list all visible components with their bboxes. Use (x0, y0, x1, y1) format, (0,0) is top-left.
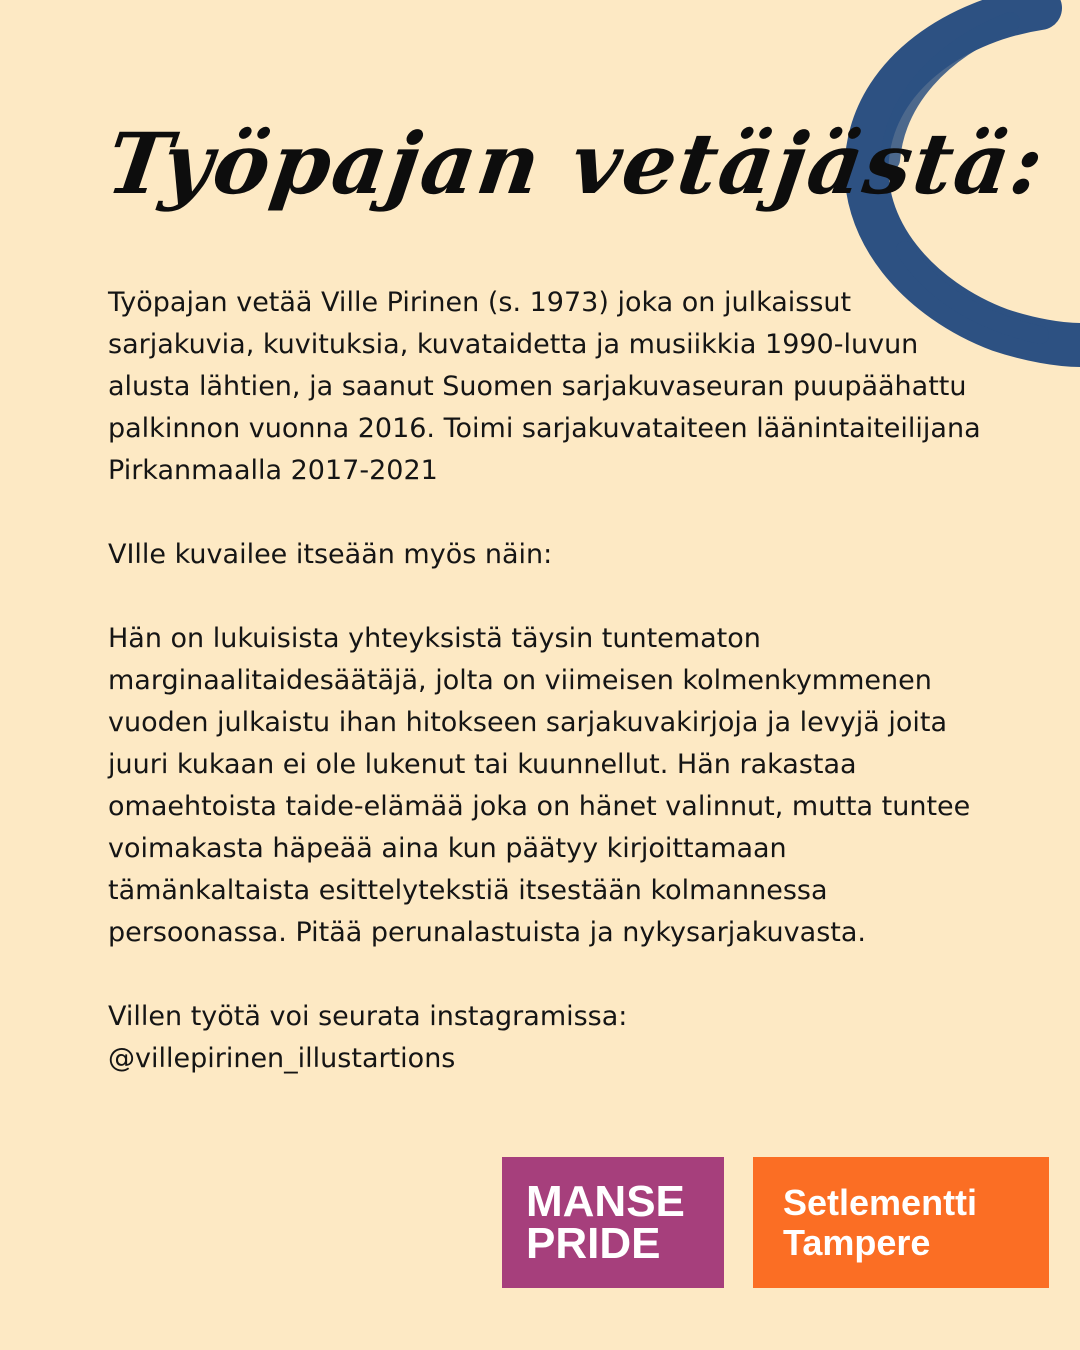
self-intro-paragraph: VIlle kuvailee itseään myös näin: (108, 539, 553, 570)
setlementti-logo-line2: Tampere (783, 1221, 931, 1263)
manse-pride-logo (502, 1157, 724, 1288)
body-text (108, 282, 988, 1080)
instagram-handle: @villepirinen_illustartions (108, 1043, 456, 1074)
description-paragraph: Hän on lukuisista yhteyksistä täysin tuntematon marginaalitaidesäätäjä, jolta on viimeisen kolmenkymmenen vuoden julkaistu ihan hitokseen sarjakuvakirjoja ja levyjä joita juuri kukaan ei ole lukenut tai kuunnellut. Hän rakastaa omaehtoista taide-elämää joka on hänet valinnut, mutta tuntee voimakasta häpeää aina kun päätyy kirjoittamaan tämänkaltaista esittelytekstiä itsestään kolmannessa persoonassa. Pitää perunalastuista ja nykysarjakuvasta. (108, 623, 971, 948)
manse-logo-line1: MANSE (526, 1176, 685, 1226)
manse-logo-line2: PRIDE (526, 1218, 661, 1268)
intro-paragraph: Työpajan vetää Ville Pirinen (s. 1973) joka on julkaissut sarjakuvia, kuvituksia, kuvataidetta ja musiikkia 1990-luvun alusta lähtien, ja saanut Suomen sarjakuvaseuran puupäähattu palkinnon vuonna 2016. Toimi sarjakuvataiteen läänintaiteilijana Pirkanmaalla 2017-2021 (108, 287, 981, 486)
page-title: Työpajan vetäjästä: (101, 114, 1052, 213)
follow-text: Villen työtä voi seurata instagramissa: (108, 1001, 628, 1032)
setlementti-tampere-logo (753, 1157, 1049, 1288)
setlementti-logo-line1: Setlementti (783, 1181, 978, 1223)
